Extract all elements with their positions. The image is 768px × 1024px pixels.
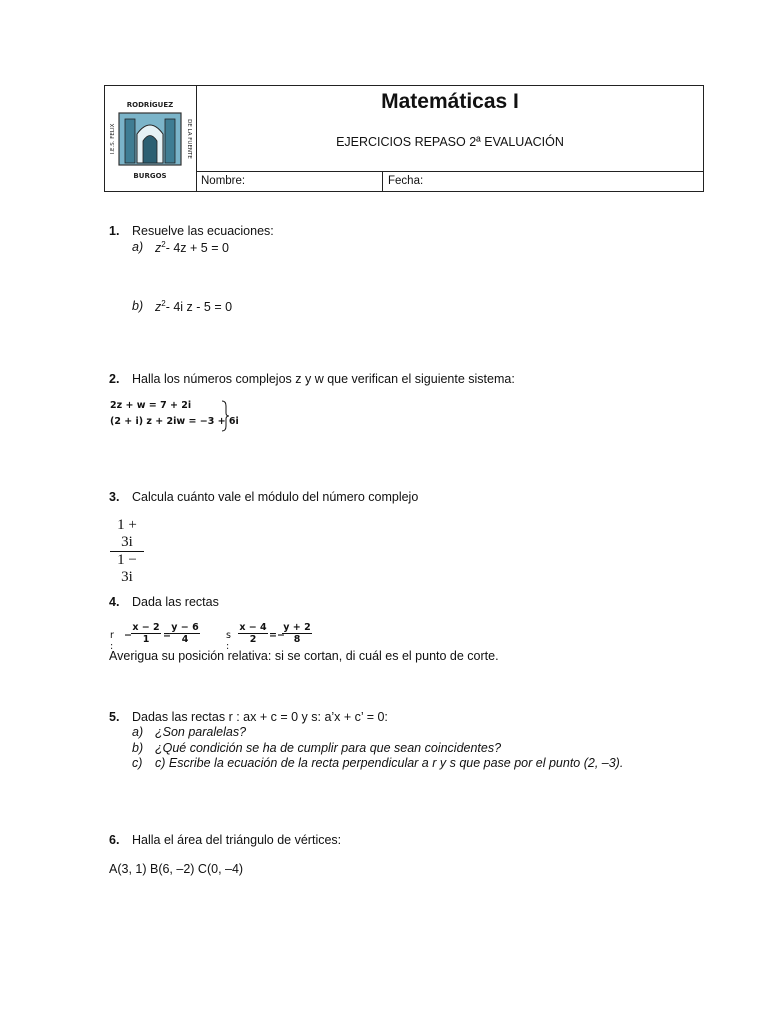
exercise-5b: b) ¿Qué condición se ha de cumplir para que sean coincidentes? [132, 741, 502, 755]
exercise-4-number: 4. [109, 595, 120, 609]
name-field[interactable] [196, 172, 383, 192]
header-table [104, 85, 704, 192]
exercise-2-system-eq1: 2z + w = 7 + 2i [110, 400, 192, 411]
exercise-6-text: Halla el área del triángulo de vértices: [132, 833, 342, 847]
logo-right-text: DE LA FUENTE [186, 119, 192, 159]
date-field[interactable] [383, 172, 703, 192]
fraction-denominator: 1 − 3i [110, 551, 144, 586]
exercise-1b-label: b) [132, 299, 144, 313]
logo-left-text: I.E.S. FELIX [110, 123, 116, 155]
page-subtitle: EJERCICIOS REPASO 2ª EVALUACIÓN [336, 135, 564, 149]
exercise-4-question: Averigua su posición relativa: si se cortan, di cuál es el punto de corte. [109, 649, 499, 663]
exercise-1b-equation: $z^2-$ 4i z - 5 = 0 [155, 299, 233, 315]
exercise-5-text: Dadas las rectas r : ax + c = 0 y s: a’x + c’ = 0: [132, 710, 388, 724]
exercise-3-fraction [110, 517, 144, 586]
school-logo-icon [105, 86, 196, 191]
exercise-1-number: 1. [109, 224, 120, 238]
exercise-6-number: 6. [109, 833, 120, 847]
exercise-4-text: Dada las rectas [132, 595, 219, 609]
name-label: Nombre: [201, 175, 246, 187]
exercise-1b [132, 299, 233, 315]
exercise-1a-label: a) [132, 240, 144, 254]
date-label: Fecha: [388, 175, 424, 187]
exercise-5c: c) c) Escribe la ecuación de la recta perpendicular a r y s que pase por el punto (2, –3). [132, 756, 624, 770]
exercise-1a [132, 240, 229, 256]
exercise-2-number: 2. [109, 372, 120, 386]
header-fields-row [196, 171, 703, 192]
exercise-3-number: 3. [109, 490, 120, 504]
logo-cell [105, 86, 197, 191]
exercise-5a: a) ¿Son paralelas? [132, 725, 247, 739]
system-brace-icon [220, 400, 230, 432]
exercise-5-number: 5. [109, 710, 120, 724]
page-title: Matemáticas I [381, 90, 519, 113]
exercise-2-system-eq2: (2 + i) z + 2iw = −3 + 6i [110, 416, 239, 427]
exercise-1-text: Resuelve las ecuaciones: [132, 224, 274, 238]
logo-top-text: RODRÍGUEZ [126, 101, 174, 109]
logo-bottom-text: BURGOS [133, 172, 167, 180]
fraction-numerator: 1 + 3i [117, 517, 137, 550]
exercise-6-vertices: A(3, 1) B(6, –2) C(0, –4) [109, 862, 244, 876]
exercise-2-text: Halla los números complejos z y w que verifican el siguiente sistema: [132, 372, 515, 386]
exercise-1a-equation: $z^2-$ 4z + 5 = 0 [155, 240, 229, 256]
exercise-3-text: Calcula cuánto vale el módulo del número complejo [132, 490, 419, 504]
